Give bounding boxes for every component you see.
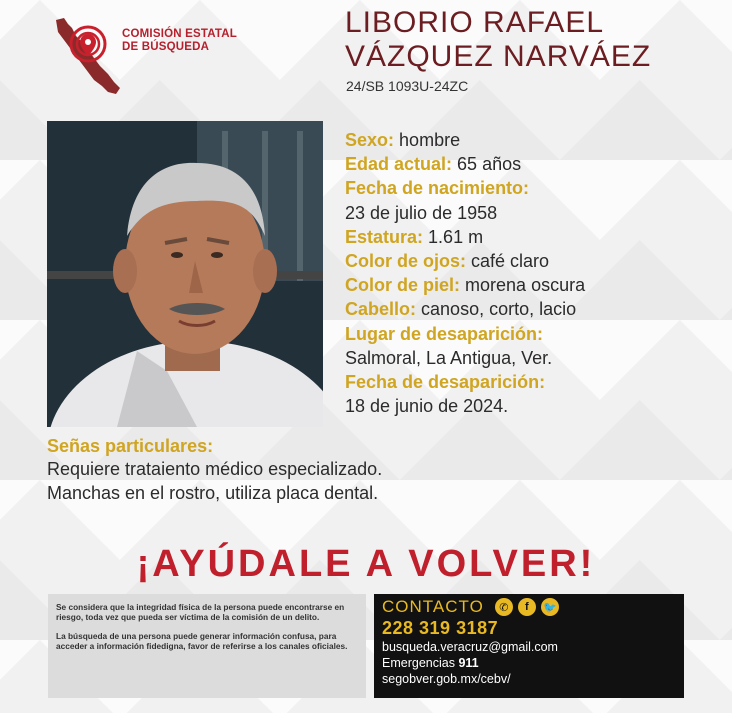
edad-label: Edad actual: [345, 154, 453, 175]
person-name-line2: VÁZQUEZ NARVÁEZ [345, 40, 652, 73]
lugar-label: Lugar de desaparición: [345, 323, 544, 344]
headline: ¡AYÚDALE A VOLVER! [136, 543, 596, 585]
detail-sexo [345, 128, 725, 152]
distinguishing-marks [47, 435, 687, 505]
emergencias-label: Emergencias [382, 656, 455, 670]
disclaimer-paragraph-1: Se considera que la integridad física de la persona puede encontrarse en riesgo, toda vez que pueda ser víctima de la comisión de un delito. [56, 602, 345, 623]
contact-web[interactable]: segobver.gob.mx/cebv/ [382, 672, 511, 686]
agency-logo [48, 14, 248, 104]
sexo-label: Sexo: [345, 130, 395, 150]
detail-lugar-label-row [345, 322, 725, 346]
estatura-value: 1.61 m [428, 226, 484, 247]
nacimiento-value: 23 de julio de 1958 [345, 202, 498, 223]
person-details [345, 128, 725, 418]
contact-title: CONTACTO [382, 597, 484, 616]
detail-cabello [345, 297, 725, 321]
emergencias-value[interactable]: 911 [458, 656, 479, 670]
detail-fecha-label-row [345, 370, 725, 394]
person-name [345, 6, 725, 74]
detail-estatura [345, 225, 725, 249]
piel-label: Color de piel: [345, 275, 461, 296]
nacimiento-label: Fecha de nacimiento: [345, 178, 530, 199]
twitter-icon[interactable]: 🐦 [541, 598, 559, 616]
lugar-value: Salmoral, La Antigua, Ver. [345, 347, 553, 368]
senas-line1: Requiere trataiento médico especializado. [47, 459, 383, 479]
detail-fecha-value-row [345, 394, 725, 418]
case-folio: 24/SB 1093U-24ZC [346, 78, 469, 94]
ojos-label: Color de ojos: [345, 251, 466, 272]
phone-icon[interactable]: ✆ [495, 598, 513, 616]
detail-lugar-value-row [345, 346, 725, 370]
facebook-icon[interactable]: f [518, 598, 536, 616]
detail-nacimiento-value-row [345, 201, 725, 225]
disclaimer-paragraph-2: La búsqueda de una persona puede generar información confusa, para acceder a información fidedigna, favor de referirse a los canales oficiales. [56, 630, 348, 652]
edad-value: 65 años [457, 154, 522, 175]
piel-value: morena oscura [465, 275, 586, 296]
sexo-value: hombre [399, 130, 461, 150]
logo-text [122, 28, 237, 54]
cabello-label: Cabello: [345, 299, 417, 320]
contact-email[interactable]: busqueda.veracruz@gmail.com [382, 640, 558, 654]
ojos-value: café claro [471, 251, 550, 272]
contact-box [374, 594, 684, 698]
person-name-line1: LIBORIO RAFAEL [345, 6, 605, 39]
disclaimer-box [48, 594, 366, 698]
contact-phone[interactable]: 228 319 3187 [382, 618, 499, 638]
detail-edad [345, 152, 725, 176]
contact-header [382, 597, 676, 617]
detail-piel [345, 273, 725, 297]
cabello-value: canoso, corto, lacio [421, 299, 577, 320]
logo-line2: DE BÚSQUEDA [122, 41, 210, 53]
fecha-value: 18 de junio de 2024. [345, 396, 509, 417]
logo-line1: COMISIÓN ESTATAL [122, 28, 237, 40]
person-photo [47, 121, 323, 427]
veracruz-map-icon [48, 14, 128, 104]
estatura-label: Estatura: [345, 226, 424, 247]
senas-label: Señas particulares: [47, 436, 214, 456]
fecha-label: Fecha de desaparición: [345, 372, 546, 393]
senas-line2: Manchas en el rostro, utiliza placa dental. [47, 483, 379, 503]
detail-ojos [345, 249, 725, 273]
contact-emergencias [382, 655, 676, 671]
detail-nacimiento-label-row [345, 176, 725, 200]
